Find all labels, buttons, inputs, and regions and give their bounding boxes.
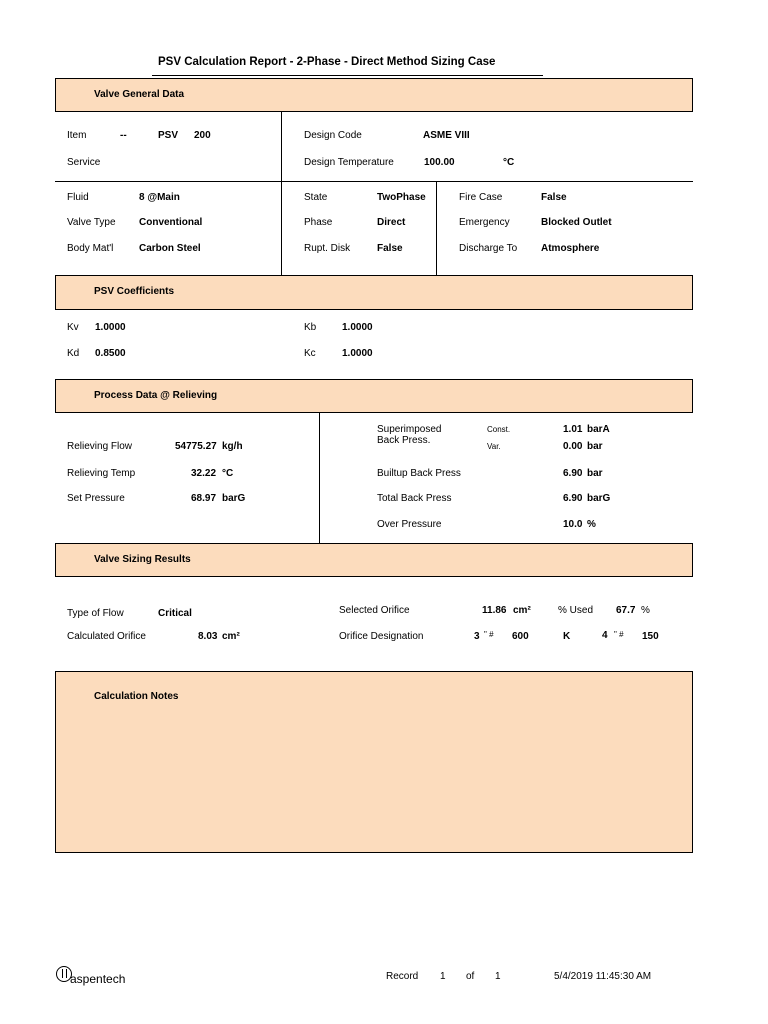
item-number: 200 <box>194 130 211 141</box>
kc-label: Kc <box>304 348 316 359</box>
phase-label: Phase <box>304 217 333 228</box>
design-temp-unit: °C <box>503 157 515 168</box>
design-code-value: ASME VIII <box>423 130 470 141</box>
fluid-label: Fluid <box>67 192 89 203</box>
fire-value: False <box>541 192 567 203</box>
relieving-flow-unit: kg/h <box>222 441 243 452</box>
var-label: Var. <box>487 442 501 451</box>
section-coefficients-label: PSV Coefficients <box>94 286 175 297</box>
item-label: Item <box>67 130 87 141</box>
relieving-temp-value: 32.22 <box>191 468 217 479</box>
rupt-value: False <box>377 243 403 254</box>
design-code-label: Design Code <box>304 130 362 141</box>
emergency-label: Emergency <box>459 217 510 228</box>
section-results <box>55 543 693 577</box>
phase-value: Direct <box>377 217 406 228</box>
general-divider-1 <box>281 112 282 275</box>
builtup-value: 6.90 <box>563 468 583 479</box>
selected-orifice-label: Selected Orifice <box>339 605 410 616</box>
calc-orifice-unit: cm² <box>222 631 240 642</box>
design-temp-value: 100.00 <box>424 157 455 168</box>
discharge-label: Discharge To <box>459 243 518 254</box>
report-title: PSV Calculation Report - 2-Phase - Direct Method Sizing Case <box>158 56 496 68</box>
total-back-unit: barG <box>587 493 611 504</box>
body-value: Carbon Steel <box>139 243 201 254</box>
selected-orifice-unit: cm² <box>513 605 531 616</box>
section-process <box>55 379 693 413</box>
of-label: of <box>466 971 475 982</box>
section-coefficients <box>55 275 693 310</box>
percent-used-unit: % <box>641 605 650 616</box>
kv-value: 1.0000 <box>95 322 126 333</box>
state-label: State <box>304 192 328 203</box>
relieving-flow-label: Relieving Flow <box>67 441 133 452</box>
valve-type-label: Valve Type <box>67 217 116 228</box>
relieving-temp-label: Relieving Temp <box>67 468 136 479</box>
section-notes-label: Calculation Notes <box>94 691 179 702</box>
record-number: 1 <box>440 971 446 982</box>
set-pressure-value: 68.97 <box>191 493 217 504</box>
record-total: 1 <box>495 971 501 982</box>
calc-orifice-value: 8.03 <box>198 631 218 642</box>
section-results-label: Valve Sizing Results <box>94 554 191 565</box>
general-divider-2 <box>436 181 437 275</box>
total-back-value: 6.90 <box>563 493 583 504</box>
over-pressure-label: Over Pressure <box>377 519 442 530</box>
flow-type-label: Type of Flow <box>67 608 124 619</box>
set-pressure-label: Set Pressure <box>67 493 125 504</box>
const-unit: barA <box>587 424 610 435</box>
calc-orifice-label: Calculated Orifice <box>67 631 146 642</box>
superimposed-label-2: Back Press. <box>377 435 431 446</box>
emergency-value: Blocked Outlet <box>541 217 612 228</box>
relieving-flow-value: 54775.27 <box>175 441 217 452</box>
over-pressure-unit: % <box>587 519 596 530</box>
kv-label: Kv <box>67 322 79 333</box>
design-temp-label: Design Temperature <box>304 157 394 168</box>
timestamp: 5/4/2019 11:45:30 AM <box>554 971 652 982</box>
over-pressure-value: 10.0 <box>563 519 583 530</box>
var-value: 0.00 <box>563 441 583 452</box>
set-pressure-unit: barG <box>222 493 246 504</box>
fire-label: Fire Case <box>459 192 503 203</box>
discharge-value: Atmosphere <box>541 243 600 254</box>
selected-orifice-value: 11.86 <box>482 605 507 616</box>
const-label: Const. <box>487 425 511 434</box>
kd-value: 0.8500 <box>95 348 126 359</box>
flow-type-value: Critical <box>158 608 192 619</box>
outlet-rating-mark: " # <box>614 630 624 639</box>
var-unit: bar <box>587 441 603 452</box>
builtup-unit: bar <box>587 468 603 479</box>
inlet-size: 3 <box>474 631 480 642</box>
builtup-label: Builtup Back Press <box>377 468 461 479</box>
fluid-value: 8 @Main <box>139 192 180 203</box>
outlet-size: 4 <box>602 630 608 641</box>
kb-label: Kb <box>304 322 317 333</box>
orifice-designation-label: Orifice Designation <box>339 631 424 642</box>
outlet-rating: 150 <box>642 631 659 642</box>
section-process-label: Process Data @ Relieving <box>94 390 218 401</box>
valve-type-value: Conventional <box>139 217 203 228</box>
section-notes <box>55 671 693 853</box>
inlet-rating: 600 <box>512 631 529 642</box>
title-underline <box>152 75 543 76</box>
percent-used-value: 67.7 <box>616 605 636 616</box>
section-general <box>55 78 693 112</box>
kb-value: 1.0000 <box>342 322 373 333</box>
state-value: TwoPhase <box>377 192 426 203</box>
body-label: Body Mat'l <box>67 243 114 254</box>
orifice-letter: K <box>563 631 571 642</box>
percent-used-label: % Used <box>558 605 594 616</box>
superimposed-label-1: Superimposed <box>377 424 442 435</box>
general-row-divider <box>55 181 693 182</box>
kc-value: 1.0000 <box>342 348 373 359</box>
total-back-label: Total Back Press <box>377 493 452 504</box>
inlet-rating-mark: " # <box>484 630 494 639</box>
item-tag: PSV <box>158 130 179 141</box>
service-label: Service <box>67 157 101 168</box>
section-general-label: Valve General Data <box>94 89 185 100</box>
record-label: Record <box>386 971 419 982</box>
item-sep: -- <box>120 130 127 141</box>
relieving-temp-unit: °C <box>222 468 234 479</box>
kd-label: Kd <box>67 348 80 359</box>
process-divider <box>319 413 320 543</box>
rupt-label: Rupt. Disk <box>304 243 351 254</box>
brand-name: aspentech <box>70 972 126 986</box>
const-value: 1.01 <box>563 424 583 435</box>
